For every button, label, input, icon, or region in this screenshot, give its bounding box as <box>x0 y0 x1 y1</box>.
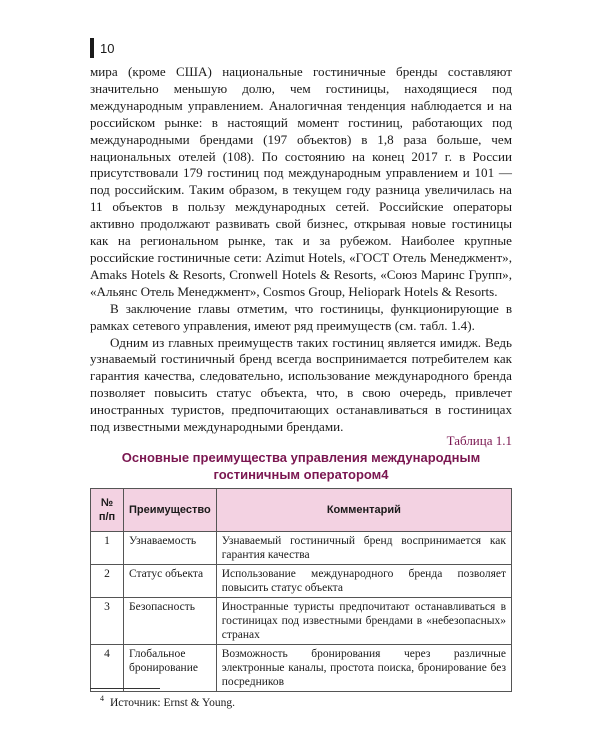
table-label: Таблица 1.1 <box>446 433 512 448</box>
paragraph: В заключение главы отметим, что гостиницы, функционирующие в рамках сетевого управления, имеют ряд преимуществ (см. табл. 1.4). <box>90 300 512 333</box>
page-header <box>90 38 114 58</box>
row-advantage: Статус объекта <box>124 565 217 598</box>
row-num: 2 <box>91 565 124 598</box>
header-comment: Комментарий <box>216 489 511 532</box>
row-comment: Использование международного бренда позволяет повысить статус объекта <box>216 565 511 598</box>
row-num: 4 <box>91 645 124 692</box>
header-advantage: Преимущество <box>124 489 217 532</box>
row-comment: Возможность бронирования через различные электронные каналы, простота поиска, бронирование без посредников <box>216 645 511 692</box>
paragraph: Одним из главных преимуществ таких гостиниц является имидж. Ведь узнаваемый гостиничный бренд всегда воспринимается потребителем как гарантия качества, следовательно, использование международного бренда позволяет повысить статус объекта, что, в свою очередь, привлечет иностранных туристов, предпочитающих останавливаться в гостиницах под известными международными брендами. <box>90 334 512 435</box>
table-row <box>91 645 512 692</box>
paragraph: мира (кроме США) национальные гостиничные бренды составляют значительно меньшую долю, чем гостиницы, находящиеся под международным управлением. Аналогичная тенденция наблюдается и на российском рынке: в настоящий момент гостиниц, работающих под международными брендами (197 объектов) в 1,8 раза больше, чем национальных отелей (108). По состоянию на конец 2017 г. в России присутствовали 179 гостиниц под международным управлением и 101 — под российским. Таким образом, в текущем году разница увеличилась на 11 объектов в пользу международных сетей. Российские операторы активно продолжают развивать свой бизнес, открывая новые гостиницы как на региональном рынке, так и за рубежом. Наиболее крупные российские гостиничные сети: Azimut Hotels, «ГОСТ Отель Менеджмент», Amaks Hotels & Resorts, Cronwell Hotels & Resorts, «Союз Маринс Групп», «Альянс Отель Менеджмент», Cosmos Group, Heliopark Hotels & Resorts. <box>90 64 512 299</box>
page-number: 10 <box>100 40 115 56</box>
row-advantage: Узнаваемость <box>124 532 217 565</box>
footnote <box>100 694 235 709</box>
row-num: 1 <box>91 532 124 565</box>
table-title: Основные преимущества управления международным гостиничным оператором4 <box>121 450 481 482</box>
footnote-text: Источник: Ernst & Young. <box>110 696 236 709</box>
row-num: 3 <box>91 598 124 645</box>
table-row <box>91 565 512 598</box>
footnote-divider <box>90 688 160 689</box>
row-advantage: Безопасность <box>124 598 217 645</box>
row-comment: Узнаваемый гостиничный бренд воспринимается как гарантия качества <box>216 532 511 565</box>
row-comment: Иностранные туристы предпочитают останавливаться в гостиницах под известными брендами в «небезопасных» странах <box>216 598 511 645</box>
row-advantage: Глобальное бронирование <box>124 645 217 692</box>
table-row <box>91 598 512 645</box>
header-bar <box>90 38 94 58</box>
table-header-row <box>91 489 512 532</box>
header-num: № п/п <box>91 489 124 532</box>
body-text <box>90 64 512 436</box>
table-row <box>91 532 512 565</box>
advantages-table <box>90 488 512 692</box>
footnote-mark: 4 <box>100 694 104 703</box>
